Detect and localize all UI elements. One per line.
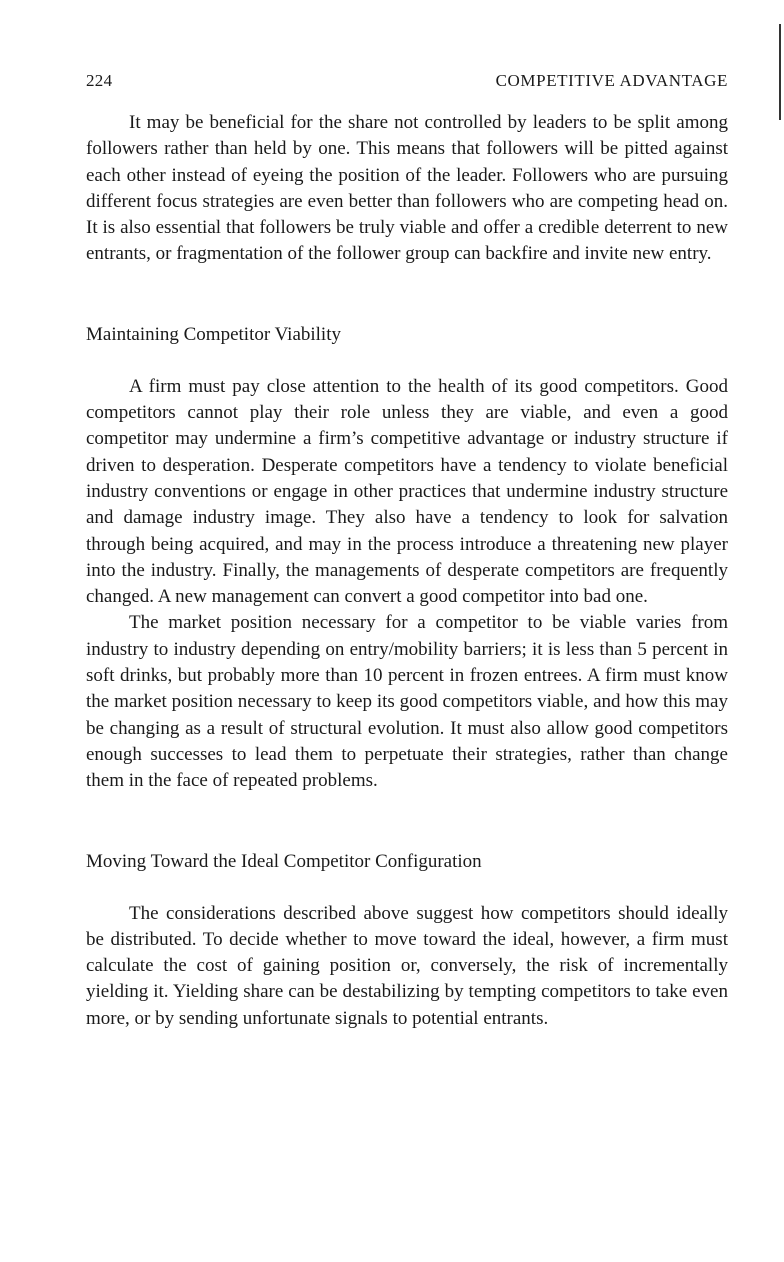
paragraph-viability-2: The market position necessary for a competitor to be viable varies from industry to industry depending on entry/mobility barriers; it is less than 5 percent in soft drinks, but probably more than 10 percent in frozen entrees. A firm must know the market position necessary to keep its good competitors viable, and how this may be changing as a result of structural evolution. It must also allow good competitors enough successes to lead them to perpetuate their strategies, rather than change them in the face of repeated problems. [86, 612, 728, 792]
page-edge-mark [779, 24, 781, 120]
paragraph-ideal-1: The considerations described above suggest how competitors should ideally be distributed. To decide whether to move toward the ideal, however, a firm must calculate the cost of gaining position or, conversely, the risk of incrementally yielding it. Yielding share can be destabilizing by tempting competitors to take even more, or by sending unfortunate signals to potential entrants. [86, 902, 728, 1029]
section-heading-moving: Moving Toward the Ideal Competitor Configuration [86, 850, 482, 872]
book-page [86, 66, 728, 1032]
paragraph-viability-1: A firm must pay close attention to the health of its good competitors. Good competitors cannot play their role unless they are viable, and even a good competitor may undermine a firm’s competitive advantage or industry structure if driven to desperation. Desperate competitors have a tendency to violate beneficial industry conventions or engage in other practices that undermine industry structure and damage industry image. They also have a tendency to look for salvation through being acquired, and may in the process introduce a threatening new player into the industry. Finally, the managements of desperate competitors are frequently changed. A new management can convert a good competitor into bad one. [86, 375, 728, 608]
paragraph-intro: It may be beneficial for the share not controlled by leaders to be split among followers rather than held by one. This means that followers will be pitted against each other instead of eyeing the position of the leader. Followers who are pursuing different focus strategies are even better than followers who are competing head on. It is also essential that followers be truly viable and offer a credible deterrent to new entrants, or fragmentation of the follower group can backfire and invite new entry. [86, 112, 728, 265]
page-number: 224 [86, 71, 113, 90]
running-title: COMPETITIVE ADVANTAGE [495, 71, 728, 90]
running-header [86, 66, 728, 96]
section-heading-maintaining: Maintaining Competitor Viability [86, 323, 341, 345]
